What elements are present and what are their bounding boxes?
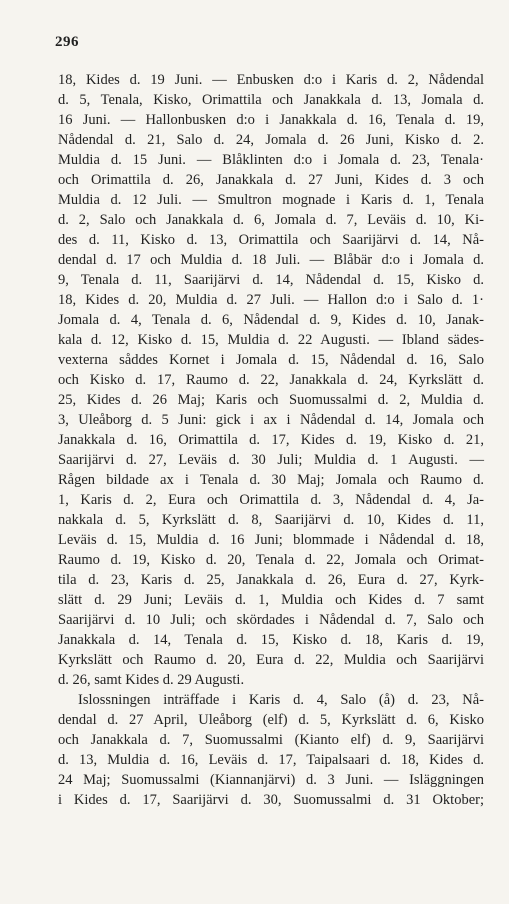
body-text [58,70,484,810]
text-line: tila d. 23, Karis d. 25, Janakkala d. 26, Eura d. 27, Kyrk- [58,572,484,588]
text-line: Saarijärvi d. 10 Juli; och skördades i Nådendal d. 7, Salo och [58,612,484,628]
text-line: nakkala d. 5, Kyrkslätt d. 8, Saarijärvi d. 10, Kides d. 11, [58,512,484,528]
text-line: Muldia d. 12 Juli. — Smultron mognade i Karis d. 1, Tenala [58,192,484,208]
text-line: Muldia d. 15 Juni. — Blåklinten d:o i Jomala d. 23, Tenala· [58,152,484,168]
text-line: Saarijärvi d. 27, Leväis d. 30 Juli; Muldia d. 1 Augusti. — [58,452,484,468]
text-line: d. 13, Muldia d. 16, Leväis d. 17, Taipalsaari d. 18, Kides d. [58,752,484,768]
text-line: 24 Maj; Suomussalmi (Kiannanjärvi) d. 3 Juni. — Isläggningen [58,772,484,788]
text-line: Islossningen inträffade i Karis d. 4, Salo (å) d. 23, Nå- [78,692,484,708]
text-line: slätt d. 29 Juni; Leväis d. 1, Muldia och Kides d. 7 samt [58,592,484,608]
text-line: dendal d. 27 April, Uleåborg (elf) d. 5, Kyrkslätt d. 6, Kisko [58,712,484,728]
text-line: i Kides d. 17, Saarijärvi d. 30, Suomussalmi d. 31 Oktober; [58,792,484,808]
text-line: 25, Kides d. 26 Maj; Karis och Suomussalmi d. 2, Muldia d. [58,392,484,408]
text-line: 18, Kides d. 20, Muldia d. 27 Juli. — Hallon d:o i Salo d. 1· [58,292,484,308]
text-line: och Orimattila d. 26, Janakkala d. 27 Juni, Kides d. 3 och [58,172,484,188]
text-line: d. 2, Salo och Janakkala d. 6, Jomala d. 7, Leväis d. 10, Ki- [58,212,484,228]
text-line: d. 26, samt Kides d. 29 Augusti. [58,672,245,688]
text-line: Rågen bildade ax i Tenala d. 30 Maj; Jomala och Raumo d. [58,472,484,488]
text-line: 16 Juni. — Hallonbusken d:o i Janakkala d. 16, Tenala d. 19, [58,112,484,128]
text-line: Leväis d. 15, Muldia d. 16 Juni; blommade i Nådendal d. 18, [58,532,484,548]
text-line: och Kisko d. 17, Raumo d. 22, Janakkala d. 24, Kyrkslätt d. [58,372,484,388]
page-number: 296 [55,34,79,50]
text-line: Raumo d. 19, Kisko d. 20, Tenala d. 22, Jomala och Orimat- [58,552,484,568]
text-line: Kyrkslätt och Raumo d. 20, Eura d. 22, Muldia och Saarijärvi [58,652,484,668]
text-line: 3, Uleåborg d. 5 Juni: gick i ax i Nådendal d. 14, Jomala och [58,412,484,428]
text-line: vexterna såddes Kornet i Jomala d. 15, Nådendal d. 16, Salo [58,352,484,368]
text-line: Nådendal d. 21, Salo d. 24, Jomala d. 26 Juni, Kisko d. 2. [58,132,484,148]
text-line: des d. 11, Kisko d. 13, Orimattila och Saarijärvi d. 14, Nå- [58,232,484,248]
text-line: och Janakkala d. 7, Suomussalmi (Kianto elf) d. 9, Saarijärvi [58,732,484,748]
text-line: Jomala d. 4, Tenala d. 6, Nådendal d. 9, Kides d. 10, Janak- [58,312,484,328]
text-line: d. 5, Tenala, Kisko, Orimattila och Janakkala d. 13, Jomala d. [58,92,484,108]
text-line: 9, Tenala d. 11, Saarijärvi d. 14, Nådendal d. 15, Kisko d. [58,272,484,288]
text-line: dendal d. 17 och Muldia d. 18 Juli. — Blåbär d:o i Jomala d. [58,252,484,268]
text-line: Janakkala d. 16, Orimattila d. 17, Kides d. 19, Kisko d. 21, [58,432,484,448]
text-line: Janakkala d. 14, Tenala d. 15, Kisko d. 18, Karis d. 19, [58,632,484,648]
text-line: 18, Kides d. 19 Juni. — Enbusken d:o i Karis d. 2, Nådendal [58,72,484,88]
text-line: kala d. 12, Kisko d. 15, Muldia d. 22 Augusti. — Ibland sädes- [58,332,484,348]
text-line: 1, Karis d. 2, Eura och Orimattila d. 3, Nådendal d. 4, Ja- [58,492,484,508]
